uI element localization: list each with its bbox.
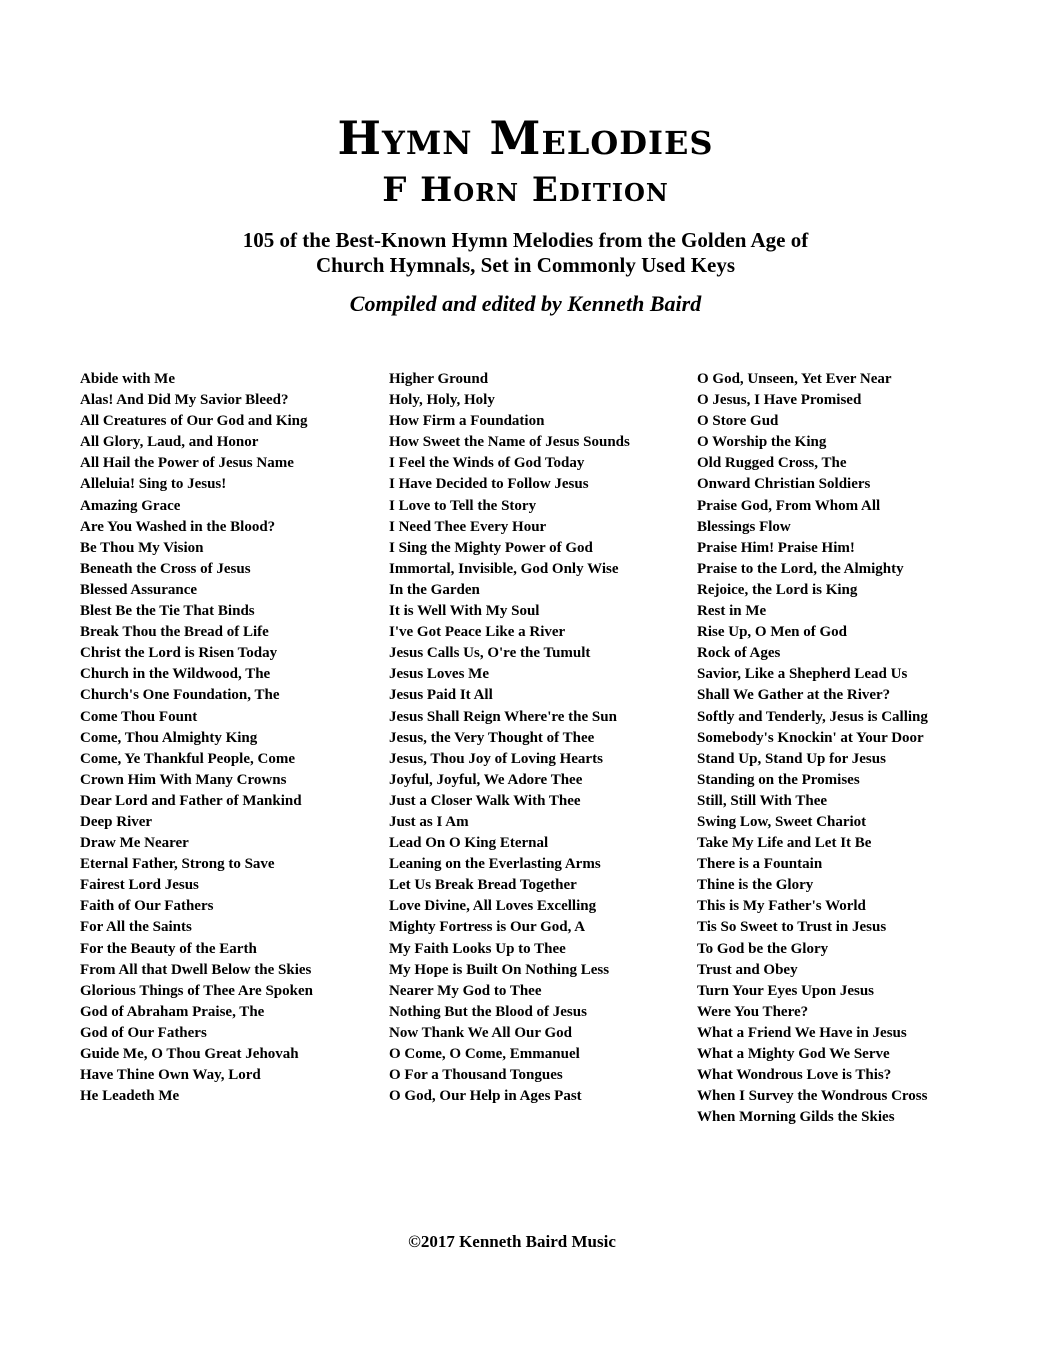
edition-title: F Horn Edition bbox=[382, 170, 669, 210]
hymn-title: My Hope is Built On Nothing Less bbox=[389, 961, 610, 978]
hymn-title: What a Friend We Have in Jesus bbox=[697, 1024, 907, 1041]
hymn-title: Praise Him! Praise Him! bbox=[697, 539, 855, 556]
hymn-title: Come Thou Fount bbox=[80, 708, 198, 725]
hymn-title: Guide Me, O Thou Great Jehovah bbox=[80, 1046, 299, 1062]
hymn-title: Dear Lord and Father of Mankind bbox=[80, 792, 302, 809]
hymn-title: Crown Him With Many Crowns bbox=[80, 771, 287, 788]
hymn-title: Were You There? bbox=[697, 1003, 809, 1020]
hymn-title: Thine is the Glory bbox=[697, 877, 814, 894]
hymn-title: Trust and Obey bbox=[697, 961, 798, 978]
hymn-title: Have Thine Own Way, Lord bbox=[80, 1067, 261, 1084]
hymn-title: Tis So Sweet to Trust in Jesus bbox=[697, 919, 887, 936]
hymn-title: Come, Ye Thankful People, Come bbox=[80, 750, 295, 767]
hymn-title: How Sweet the Name of Jesus Sounds bbox=[389, 434, 630, 451]
hymn-title: Stand Up, Stand Up for Jesus bbox=[697, 750, 886, 767]
subtitle-line-2: Church Hymnals, Set in Commonly Used Keys bbox=[315, 253, 736, 277]
hymn-title: Amazing Grace bbox=[80, 497, 181, 514]
hymn-title: What a Mighty God We Serve bbox=[697, 1046, 890, 1062]
hymn-title: I Love to Tell the Story bbox=[389, 497, 537, 514]
hymn-title: There is a Fountain bbox=[697, 856, 823, 873]
hymn-title: Swing Low, Sweet Chariot bbox=[697, 813, 867, 830]
hymn-title: Fairest Lord Jesus bbox=[80, 877, 199, 894]
hymn-title: Leaning on the Everlasting Arms bbox=[389, 856, 601, 873]
hymn-title: Higher Ground bbox=[389, 371, 489, 387]
hymn-title: I've Got Peace Like a River bbox=[389, 624, 566, 641]
hymn-title: O For a Thousand Tongues bbox=[389, 1067, 563, 1084]
hymn-title: From All that Dwell Below the Skies bbox=[80, 961, 312, 978]
hymn-title: Blest Be the Tie That Binds bbox=[80, 603, 255, 620]
hymn-title: Jesus Loves Me bbox=[389, 666, 489, 683]
hymn-title: Nothing But the Blood of Jesus bbox=[389, 1003, 587, 1020]
hymn-title: O Jesus, I Have Promised bbox=[697, 392, 862, 409]
copyright-notice: ©2017 Kenneth Baird Music bbox=[408, 1232, 616, 1251]
hymn-title: O God, Unseen, Yet Ever Near bbox=[697, 371, 892, 387]
hymn-list-column-3 bbox=[697, 369, 987, 1128]
hymn-title: All Glory, Laud, and Honor bbox=[80, 434, 259, 451]
hymn-title: To God be the Glory bbox=[697, 940, 829, 957]
hymn-title: I Have Decided to Follow Jesus bbox=[389, 476, 589, 493]
hymn-title: Rise Up, O Men of God bbox=[697, 624, 847, 641]
hymn-title: Turn Your Eyes Upon Jesus bbox=[697, 982, 875, 999]
subtitle-line-1: 105 of the Best-Known Hymn Melodies from the Golden Age of bbox=[242, 228, 809, 252]
hymn-title: God of Our Fathers bbox=[80, 1024, 207, 1041]
hymn-title: Rejoice, the Lord is King bbox=[697, 581, 858, 598]
hymn-title: What Wondrous Love is This? bbox=[697, 1067, 892, 1084]
hymn-title: All Creatures of Our God and King bbox=[80, 413, 308, 430]
hymn-title: Onward Christian Soldiers bbox=[697, 476, 871, 493]
hymn-title: Be Thou My Vision bbox=[80, 539, 204, 556]
hymn-title: It is Well With My Soul bbox=[389, 603, 540, 620]
hymn-title: Mighty Fortress is Our God, A bbox=[389, 919, 586, 936]
hymn-title: Glorious Things of Thee Are Spoken bbox=[80, 982, 313, 999]
hymn-title: Church in the Wildwood, The bbox=[80, 666, 271, 683]
hymn-title: Christ the Lord is Risen Today bbox=[80, 645, 278, 662]
hymn-title: Love Divine, All Loves Excelling bbox=[389, 898, 597, 915]
compiled-by: Compiled and edited by Kenneth Baird bbox=[349, 291, 702, 316]
hymn-title: Break Thou the Bread of Life bbox=[80, 624, 269, 641]
hymn-title: Eternal Father, Strong to Save bbox=[80, 856, 275, 873]
hymn-title: How Firm a Foundation bbox=[389, 413, 545, 430]
hymn-title: When I Survey the Wondrous Cross bbox=[697, 1088, 928, 1105]
hymn-title: Shall We Gather at the River? bbox=[697, 687, 891, 704]
hymn-title: Now Thank We All Our God bbox=[389, 1024, 572, 1041]
hymn-title: My Faith Looks Up to Thee bbox=[389, 940, 566, 957]
hymn-title: Holy, Holy, Holy bbox=[389, 392, 495, 409]
hymn-title: Beneath the Cross of Jesus bbox=[80, 560, 251, 577]
hymn-title: He Leadeth Me bbox=[80, 1088, 180, 1105]
hymn-title: Just as I Am bbox=[389, 813, 469, 830]
hymn-list-column-2 bbox=[389, 369, 669, 1107]
hymn-title: Somebody's Knockin' at Your Door bbox=[697, 729, 924, 746]
hymn-title: In the Garden bbox=[389, 581, 480, 598]
hymn-title: Immortal, Invisible, God Only Wise bbox=[389, 560, 619, 577]
hymn-title: O God, Our Help in Ages Past bbox=[389, 1088, 582, 1105]
hymn-title: Jesus Calls Us, O're the Tumult bbox=[389, 645, 591, 662]
hymn-title: Take My Life and Let It Be bbox=[697, 835, 872, 852]
hymn-title: God of Abraham Praise, The bbox=[80, 1003, 265, 1020]
hymn-title: Are You Washed in the Blood? bbox=[80, 518, 276, 535]
hymn-title: Alleluia! Sing to Jesus! bbox=[80, 476, 227, 493]
hymn-title: Let Us Break Bread Together bbox=[389, 877, 577, 894]
hymn-title: Rock of Ages bbox=[697, 645, 781, 662]
hymn-title: Standing on the Promises bbox=[697, 771, 860, 788]
hymn-title: Alas! And Did My Savior Bleed? bbox=[80, 392, 289, 409]
hymn-title: Rest in Me bbox=[697, 603, 767, 620]
hymn-title: Old Rugged Cross, The bbox=[697, 455, 847, 472]
hymn-title: Faith of Our Fathers bbox=[80, 898, 214, 915]
hymn-title: I Sing the Mighty Power of God bbox=[389, 539, 593, 556]
hymn-title: Abide with Me bbox=[80, 371, 175, 387]
hymn-title: Jesus Paid It All bbox=[389, 687, 493, 704]
hymn-title: For All the Saints bbox=[80, 919, 192, 936]
hymn-title: All Hail the Power of Jesus Name bbox=[80, 455, 294, 472]
hymn-title: Praise to the Lord, the Almighty bbox=[697, 560, 904, 577]
hymn-title: Church's One Foundation, The bbox=[80, 687, 280, 704]
hymn-title: Come, Thou Almighty King bbox=[80, 729, 258, 746]
hymn-title: When Morning Gilds the Skies bbox=[697, 1109, 895, 1126]
hymn-title: Nearer My God to Thee bbox=[389, 982, 542, 999]
hymn-title: For the Beauty of the Earth bbox=[80, 940, 257, 957]
hymn-title: Deep River bbox=[80, 813, 153, 830]
hymn-title: Joyful, Joyful, We Adore Thee bbox=[389, 771, 583, 788]
hymn-title: Lead On O King Eternal bbox=[389, 835, 549, 852]
hymn-title: Softly and Tenderly, Jesus is Calling bbox=[697, 708, 928, 725]
hymn-title: Blessed Assurance bbox=[80, 581, 198, 598]
page-title: Hymn Melodies bbox=[337, 111, 714, 165]
hymn-title: Draw Me Nearer bbox=[80, 835, 189, 852]
hymn-title: Jesus Shall Reign Where're the Sun bbox=[389, 708, 617, 725]
hymn-title: O Store Gud bbox=[697, 413, 779, 430]
hymn-title: Just a Closer Walk With Thee bbox=[389, 792, 581, 809]
hymn-title: I Need Thee Every Hour bbox=[389, 518, 547, 535]
hymn-title: I Feel the Winds of God Today bbox=[389, 455, 585, 472]
hymn-title: Still, Still With Thee bbox=[697, 792, 828, 809]
hymn-title: Praise God, From Whom All bbox=[697, 497, 881, 514]
hymn-list-column-1 bbox=[80, 369, 360, 1107]
hymn-title: Blessings Flow bbox=[697, 518, 791, 535]
hymn-title: Savior, Like a Shepherd Lead Us bbox=[697, 666, 908, 683]
hymn-title: O Worship the King bbox=[697, 434, 827, 451]
hymn-title: Jesus, Thou Joy of Loving Hearts bbox=[389, 750, 603, 767]
hymn-title: O Come, O Come, Emmanuel bbox=[389, 1046, 580, 1062]
hymn-title: Jesus, the Very Thought of Thee bbox=[389, 729, 595, 746]
hymn-title: This is My Father's World bbox=[697, 898, 866, 915]
